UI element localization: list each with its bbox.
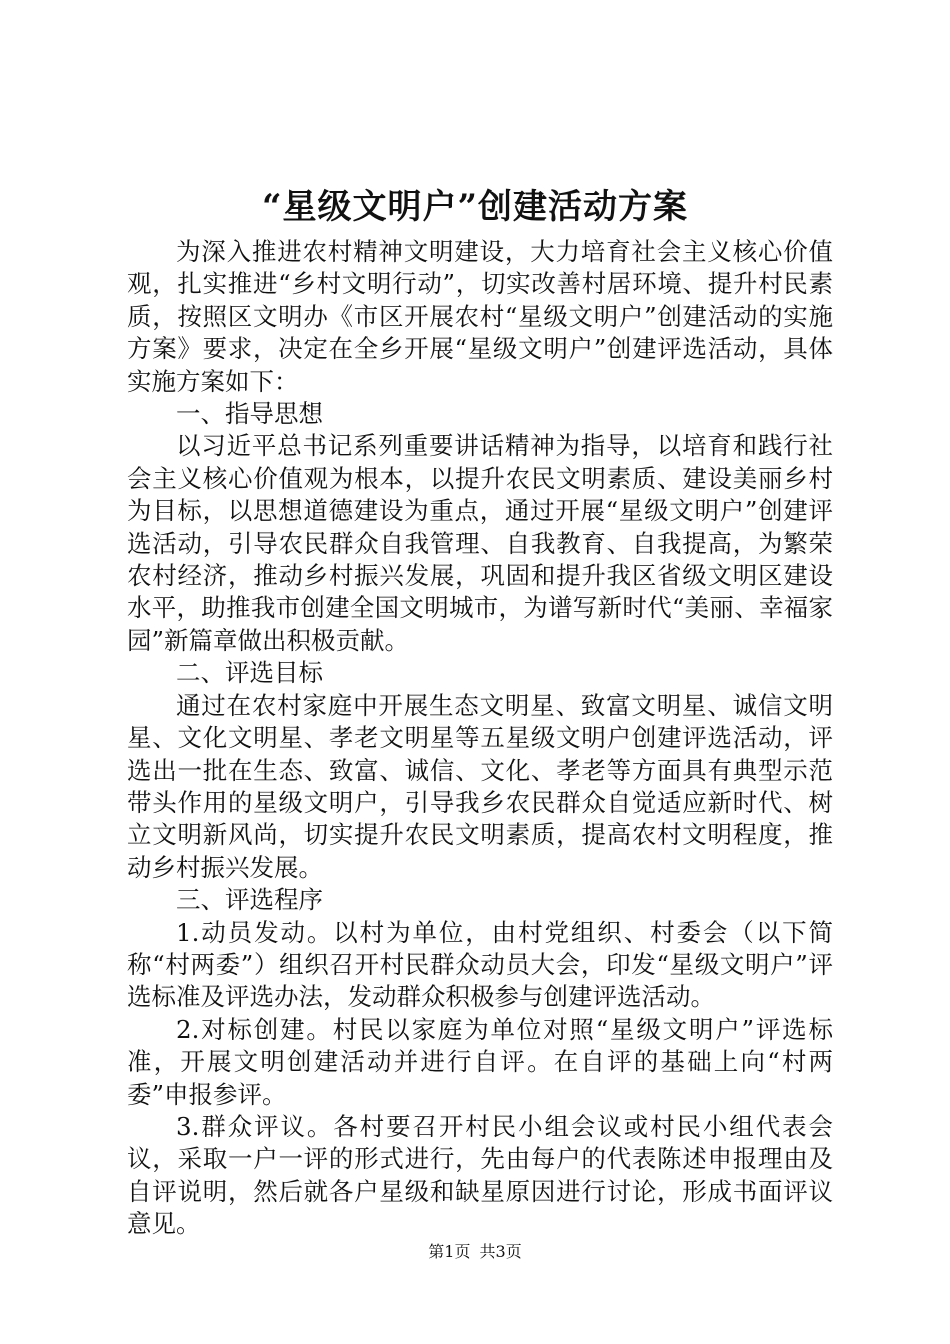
document-title: “星级文明户”创建活动方案 [261, 187, 689, 227]
procedure-step-2: 2.对标创建。村民以家庭为单位对照“星级文明户”评选标准，开展文明创建活动并进行自评。在自评的基础上向“村两委”申报参评。 [127, 1014, 833, 1109]
section-heading-selection-goals: 二、评选目标 [176, 658, 323, 688]
guiding-ideology-paragraph: 以习近平总书记系列重要讲话精神为指导，以培育和践行社会主义核心价值观为根本，以提升农民文明素质、建设美丽乡村为目标，以思想道德建设为重点，通过开展“星级文明户”创建评选活动，引导农民群众自我管理、自我教育、自我提高，为繁荣农村经济，推动乡村振兴发展，巩固和提升我区省级文明区建设水平，助推我市创建全国文明城市，为谱写新时代“美丽、幸福家园”新篇章做出积极贡献。 [127, 431, 833, 655]
selection-goals-paragraph: 通过在农村家庭中开展生态文明星、致富文明星、诚信文明星、文化文明星、孝老文明星等五星级文明户创建评选活动，评选出一批在生态、致富、诚信、文化、孝老等方面具有典型示范带头作用的星级文明户，引导我乡农民群众自觉适应新时代、树立文明新风尚，切实提升农民文明素质，提高农村文明程度，推动乡村振兴发展。 [127, 690, 833, 882]
procedure-step-1: 1.动员发动。以村为单位，由村党组织、村委会（以下简称“村两委”）组织召开村民群众动员大会，印发“星级文明户”评选标准及评选办法，发动群众积极参与创建评选活动。 [127, 917, 833, 1012]
document-body [127, 236, 833, 1241]
section-heading-selection-procedure: 三、评选程序 [176, 885, 323, 915]
intro-paragraph: 为深入推进农村精神文明建设，大力培育社会主义核心价值观，扎实推进“乡村文明行动”，切实改善村居环境、提升村民素质，按照区文明办《市区开展农村“星级文明户”创建活动的实施方案》要求，决定在全乡开展“星级文明户”创建评选活动，具体实施方案如下： [127, 237, 833, 396]
procedure-step-3: 3.群众评议。各村要召开村民小组会议或村民小组代表会议，采取一户一评的形式进行，先由每户的代表陈述申报理由及自评说明，然后就各户星级和缺星原因进行讨论，形成书面评议意见。 [127, 1111, 833, 1239]
page-footer: 第1页 共3页 [428, 1242, 522, 1261]
section-heading-guiding-ideology: 一、指导思想 [176, 399, 323, 429]
